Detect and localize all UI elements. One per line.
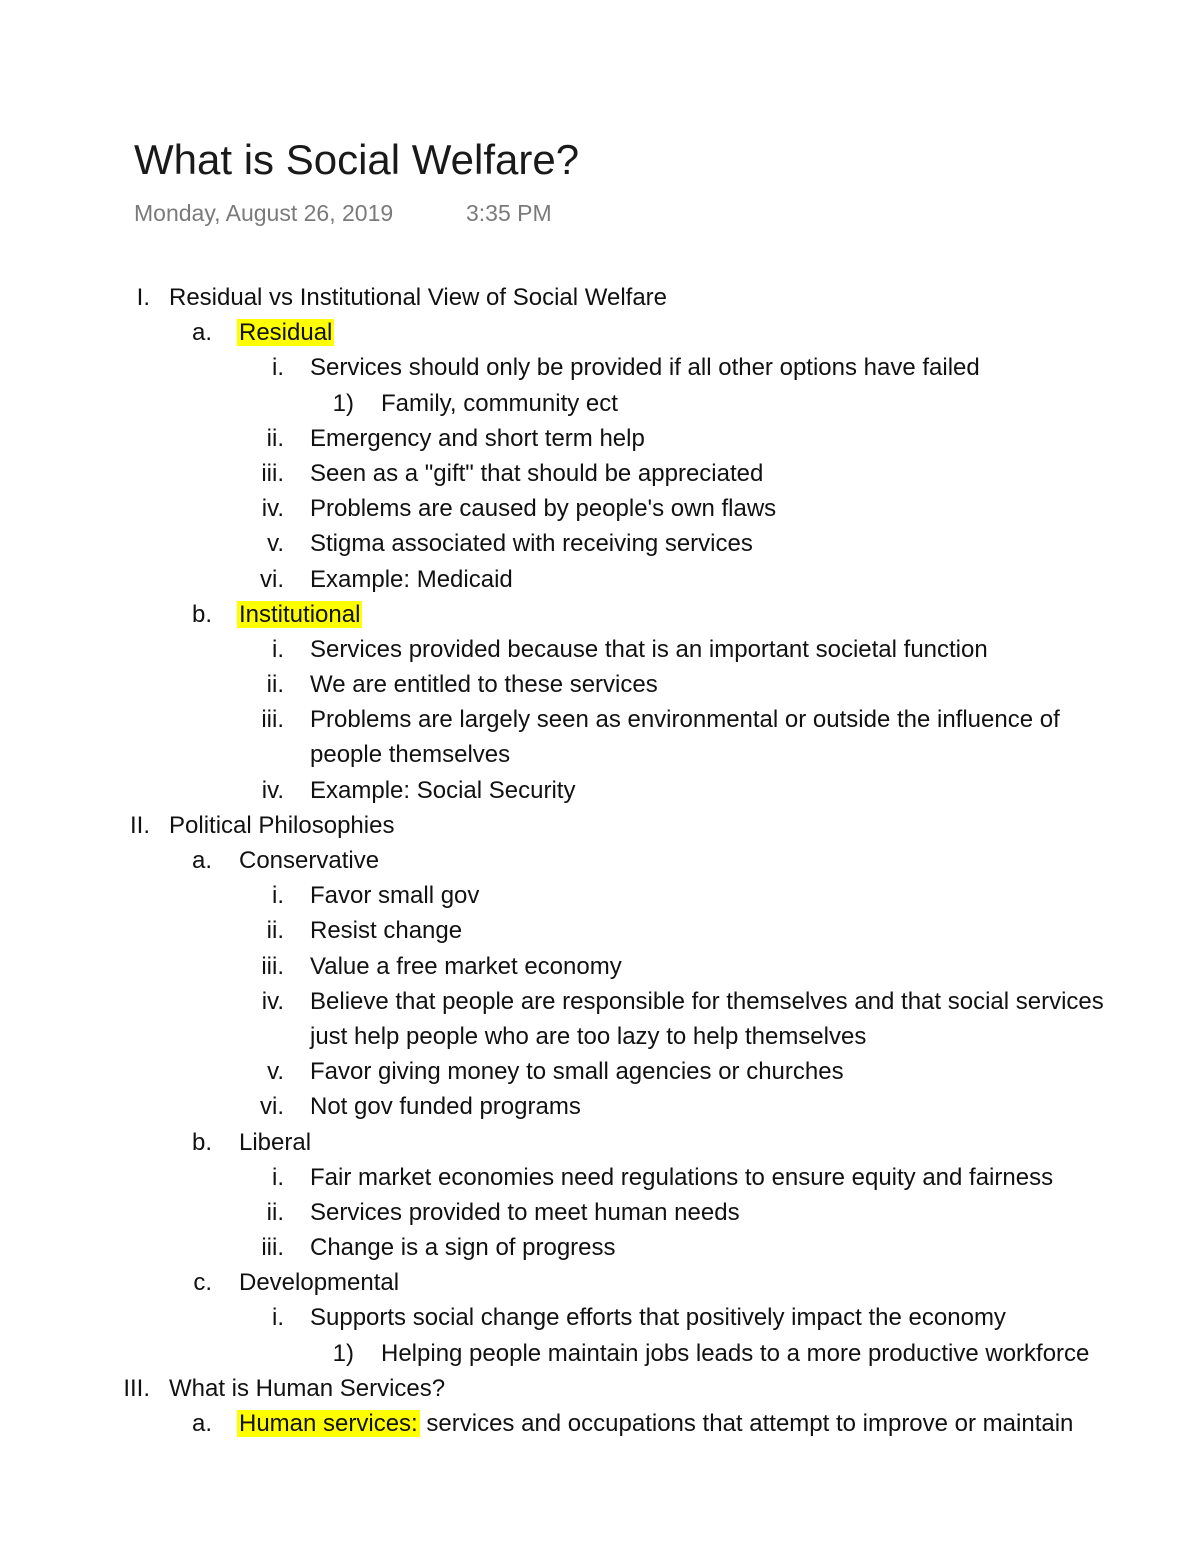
outline-text: Family, community ect bbox=[381, 389, 618, 417]
outline-text: Value a free market economy bbox=[310, 952, 622, 980]
outline-marker: iv. bbox=[261, 495, 284, 523]
outline-marker: iv. bbox=[261, 776, 284, 804]
outline-text: Residual vs Institutional View of Social Welfare bbox=[169, 284, 668, 311]
outline-item bbox=[0, 667, 1200, 702]
outline-item bbox=[0, 1054, 1200, 1089]
outline-item bbox=[0, 280, 1200, 315]
outline-item bbox=[0, 526, 1200, 561]
outline-marker: II. bbox=[129, 811, 150, 839]
outline-item bbox=[0, 632, 1200, 667]
outline-text: Example: Social Security bbox=[310, 776, 576, 804]
outline-marker: ii. bbox=[266, 917, 284, 945]
outline-text: Supports social change efforts that positively impact the economy bbox=[310, 1304, 1006, 1332]
outline-text: Fair market economies need regulations to ensure equity and fairness bbox=[310, 1163, 1054, 1191]
outline-text: Developmental bbox=[239, 1269, 400, 1297]
outline-marker: a. bbox=[191, 319, 212, 347]
highlighted-term: Residual bbox=[239, 319, 333, 347]
outline-text: Example: Medicaid bbox=[310, 565, 513, 593]
outline-item bbox=[0, 456, 1200, 491]
outline-item bbox=[0, 1125, 1200, 1160]
outline-marker: i. bbox=[272, 354, 284, 382]
outline-text bbox=[239, 597, 362, 632]
outline-text: Liberal bbox=[239, 1128, 312, 1156]
outline-text-rest: services and occupations that attempt to improve or maintain bbox=[419, 1410, 1074, 1437]
outline-text: What is Human Services? bbox=[169, 1374, 446, 1402]
notes-outline bbox=[0, 280, 1200, 1441]
outline-text: Stigma associated with receiving services bbox=[310, 530, 753, 558]
page-date: Monday, August 26, 2019 bbox=[134, 200, 394, 226]
outline-item bbox=[0, 562, 1200, 597]
outline-item bbox=[0, 1406, 1200, 1441]
outline-item bbox=[0, 491, 1200, 526]
outline-text: Problems are largely seen as environmental or outside the influence of bbox=[310, 706, 1060, 734]
outline-marker: ii. bbox=[266, 424, 284, 452]
outline-text: Services provided to meet human needs bbox=[310, 1198, 740, 1226]
outline-text: Emergency and short term help bbox=[310, 424, 645, 452]
outline-text bbox=[239, 1406, 1073, 1441]
outline-marker: 1) bbox=[332, 1339, 354, 1367]
outline-item bbox=[0, 386, 1200, 421]
outline-item bbox=[0, 843, 1200, 878]
outline-text: people themselves bbox=[310, 741, 511, 769]
outline-item bbox=[0, 1160, 1200, 1195]
outline-marker: iii. bbox=[261, 952, 284, 980]
outline-item bbox=[0, 315, 1200, 350]
outline-item bbox=[0, 949, 1200, 984]
outline-text: just help people who are too lazy to help themselves bbox=[310, 1022, 867, 1050]
outline-marker: v. bbox=[267, 1058, 284, 1086]
page-title: What is Social Welfare? bbox=[134, 136, 580, 183]
outline-text: Problems are caused by people's own flaws bbox=[310, 495, 777, 523]
outline-marker: b. bbox=[191, 600, 212, 628]
outline-text: Resist change bbox=[310, 917, 463, 945]
outline-marker: vi. bbox=[260, 1093, 284, 1121]
outline-marker: ii. bbox=[266, 1198, 284, 1226]
outline-marker: iv. bbox=[261, 987, 284, 1015]
outline-item bbox=[0, 737, 1200, 772]
outline-marker: a. bbox=[191, 847, 212, 874]
outline-item bbox=[0, 1019, 1200, 1054]
outline-item bbox=[0, 597, 1200, 632]
outline-marker: i. bbox=[272, 1163, 284, 1191]
outline-item bbox=[0, 350, 1200, 385]
outline-marker: b. bbox=[191, 1128, 212, 1156]
highlighted-term: Human services: bbox=[239, 1410, 418, 1437]
outline-text: Conservative bbox=[239, 847, 380, 874]
outline-marker: iii. bbox=[261, 1234, 284, 1262]
outline-marker: ii. bbox=[266, 671, 284, 699]
outline-text: Services should only be provided if all other options have failed bbox=[310, 354, 980, 382]
outline-item bbox=[0, 773, 1200, 808]
outline-item bbox=[0, 808, 1200, 843]
outline-marker: 1) bbox=[332, 389, 354, 417]
outline-marker: I. bbox=[136, 284, 150, 311]
outline-item bbox=[0, 1089, 1200, 1124]
outline-item bbox=[0, 1265, 1200, 1300]
outline-marker: i. bbox=[272, 882, 284, 910]
outline-item bbox=[0, 913, 1200, 948]
outline-text: Services provided because that is an important societal function bbox=[310, 635, 988, 663]
outline-text: Not gov funded programs bbox=[310, 1093, 581, 1121]
outline-marker: iii. bbox=[261, 459, 284, 487]
outline-item bbox=[0, 1336, 1200, 1371]
outline-marker: iii. bbox=[261, 706, 284, 734]
outline-marker: i. bbox=[272, 635, 284, 663]
outline-marker: a. bbox=[191, 1410, 212, 1437]
highlighted-term: Institutional bbox=[239, 600, 361, 628]
outline-text: Favor giving money to small agencies or churches bbox=[310, 1058, 844, 1086]
outline-marker: c. bbox=[193, 1269, 212, 1297]
outline-item bbox=[0, 984, 1200, 1019]
outline-item bbox=[0, 1230, 1200, 1265]
outline-item bbox=[0, 702, 1200, 737]
outline-text: Seen as a "gift" that should be appreciated bbox=[310, 459, 764, 487]
outline-item bbox=[0, 1371, 1200, 1406]
outline-text: Helping people maintain jobs leads to a more productive workforce bbox=[381, 1339, 1090, 1367]
outline-marker: v. bbox=[267, 530, 284, 558]
page-time: 3:35 PM bbox=[466, 200, 552, 226]
outline-item bbox=[0, 878, 1200, 913]
outline-item bbox=[0, 421, 1200, 456]
outline-marker: III. bbox=[123, 1374, 150, 1402]
outline-marker: i. bbox=[272, 1304, 284, 1332]
outline-text: Political Philosophies bbox=[169, 811, 395, 839]
outline-text bbox=[239, 315, 334, 350]
outline-text: Favor small gov bbox=[310, 882, 480, 910]
outline-text: Change is a sign of progress bbox=[310, 1234, 616, 1262]
outline-item bbox=[0, 1195, 1200, 1230]
outline-text: Believe that people are responsible for themselves and that social services bbox=[310, 987, 1104, 1015]
outline-marker: vi. bbox=[260, 565, 284, 593]
outline-text: We are entitled to these services bbox=[310, 671, 658, 699]
outline-item bbox=[0, 1300, 1200, 1335]
